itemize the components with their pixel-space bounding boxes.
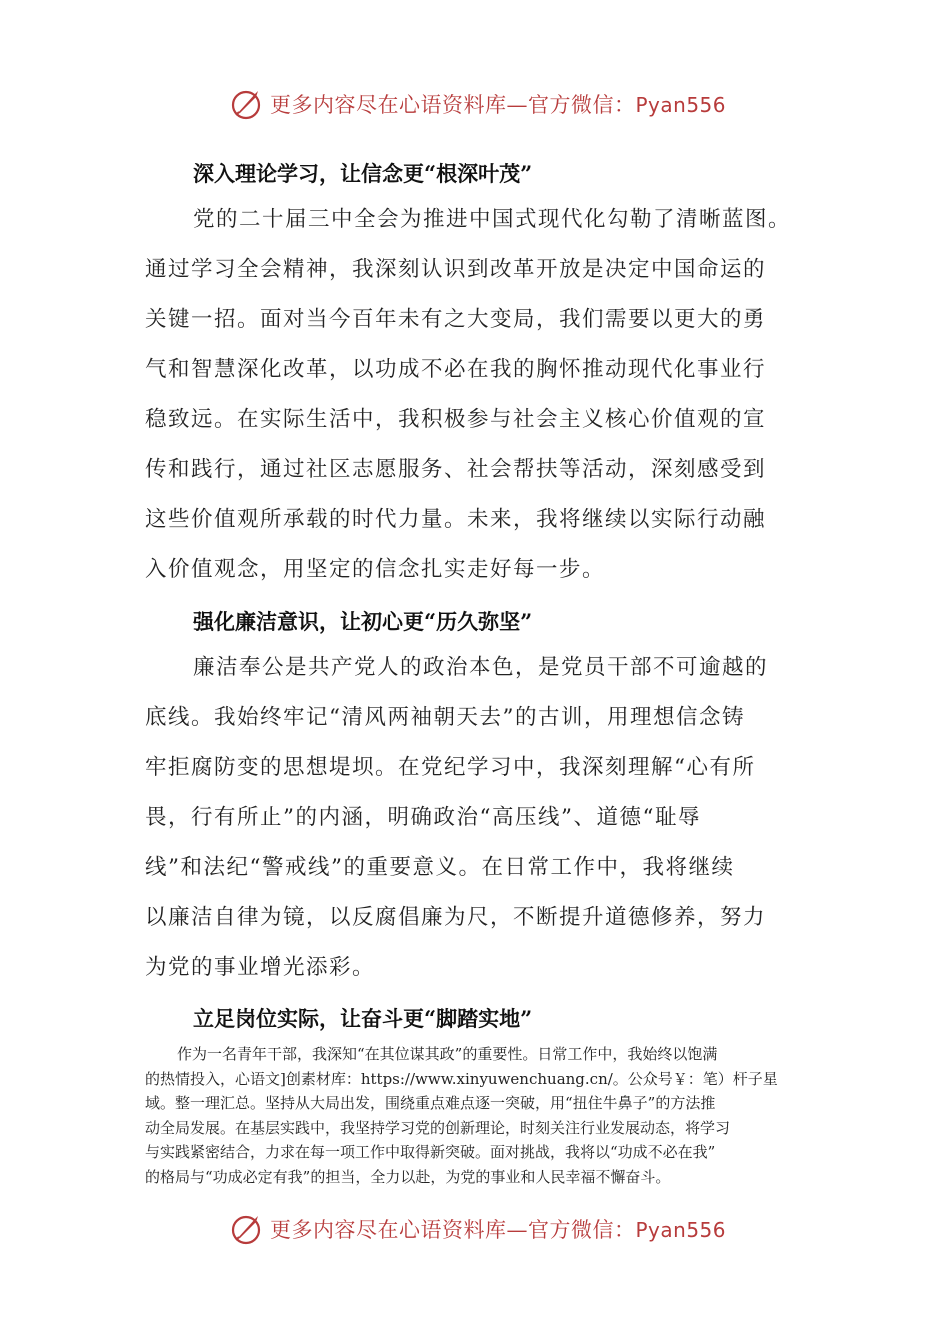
text-line: 的热情投入，心语文]创素材库：https://www.xinyuwenchuang.cn/。公众号￥：笔）杆子星 bbox=[145, 1069, 778, 1088]
text-line: 党的二十届三中全会为推进中国式现代化勾勒了清晰蓝图。 bbox=[193, 207, 792, 232]
footer-banner bbox=[228, 1207, 748, 1251]
text-line: 畏，行有所止”的内涵，明确政治“高压线”、道德“耻辱 bbox=[145, 805, 701, 830]
text-line: 稳致远。在实际生活中，我积极参与社会主义核心价值观的宣 bbox=[145, 407, 767, 432]
text-line: 域。整一理汇总。坚持从大局出发，围绕重点难点逐一突破，用“扭住牛鼻子”的方法推 bbox=[145, 1094, 716, 1112]
text-line: 关键一招。面对当今百年未有之大变局，我们需要以更大的勇 bbox=[145, 307, 767, 332]
section-heading: 深入理论学习，让信念更“根深叶茂” bbox=[193, 161, 533, 186]
text-line: 以廉洁自律为镜，以反腐倡廉为尺，不断提升道德修养，努力 bbox=[145, 905, 767, 930]
quill-logo-icon bbox=[228, 86, 264, 122]
banner-text: 更多内容尽在心语资料库—官方微信：Pyan556 bbox=[270, 1218, 727, 1242]
paragraph-small bbox=[145, 1042, 810, 1189]
text-line: 这些价值观所承载的时代力量。未来，我将继续以实际行动融 bbox=[145, 507, 767, 532]
text-line: 为党的事业增光添彩。 bbox=[145, 955, 376, 980]
banner-wechat-id: Pyan556 bbox=[635, 1218, 727, 1242]
paragraph bbox=[145, 195, 810, 595]
text-line: 作为一名青年干部，我深知“在其位谋其政”的重要性。日常工作中，我始终以饱满 bbox=[177, 1045, 718, 1063]
text-line: 入价值观念，用坚定的信念扎实走好每一步。 bbox=[145, 557, 606, 582]
text-line: 气和智慧深化改革，以功成不必在我的胸怀推动现代化事业行 bbox=[145, 357, 767, 382]
text-line: 传和践行，通过社区志愿服务、社会帮扶等活动，深刻感受到 bbox=[145, 457, 767, 482]
text-line: 的格局与“功成必定有我”的担当，全力以赴，为党的事业和人民幸福不懈奋斗。 bbox=[145, 1167, 671, 1186]
text-line: 廉洁奉公是共产党人的政治本色，是党员干部不可逾越的 bbox=[193, 655, 769, 680]
text-line: 牢拒腐防变的思想堤坝。在党纪学习中，我深刻理解“心有所 bbox=[145, 755, 756, 780]
section-heading: 立足岗位实际，让奋斗更“脚踏实地” bbox=[193, 1006, 533, 1031]
text-line: 底线。我始终牢记“清风两袖朝天去”的古训，用理想信念铸 bbox=[145, 705, 745, 730]
banner-text: 更多内容尽在心语资料库—官方微信：Pyan556 bbox=[270, 93, 727, 117]
banner-wechat-id: Pyan556 bbox=[635, 93, 727, 117]
quill-logo-icon bbox=[228, 1211, 264, 1247]
text-line: 线”和法纪“警戒线”的重要意义。在日常工作中，我将继续 bbox=[145, 855, 735, 880]
header-banner bbox=[228, 82, 748, 126]
text-line: 与实践紧密结合，力求在每一项工作中取得新突破。面对挑战，我将以“功成不必在我” bbox=[145, 1143, 716, 1161]
text-line: 通过学习全会精神，我深刻认识到改革开放是决定中国命运的 bbox=[145, 257, 767, 282]
text-line: 动全局发展。在基层实践中，我坚持学习党的创新理论，时刻关注行业发展动态，将学习 bbox=[145, 1118, 731, 1137]
section-heading: 强化廉洁意识，让初心更“历久弥坚” bbox=[193, 609, 533, 634]
paragraph bbox=[145, 643, 810, 993]
